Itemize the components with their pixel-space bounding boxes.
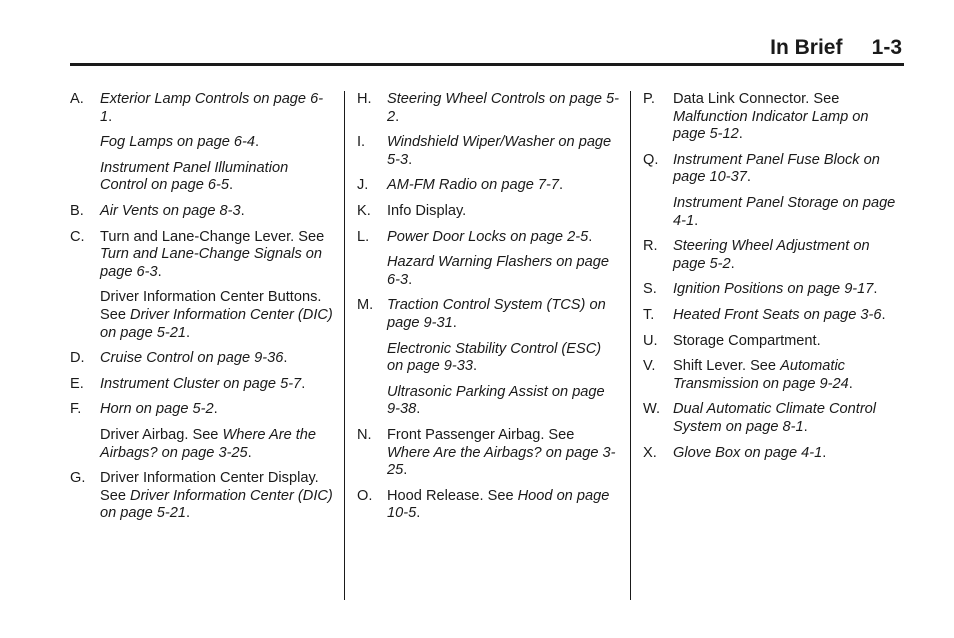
legend-item-letter: P. [643,91,655,107]
legend-text: Turn and Lane-Change Lever. See [100,228,325,245]
column-1 [70,91,335,531]
legend-text: . [229,177,234,194]
legend-item-letter: M. [357,297,374,314]
legend-item-text [673,238,905,273]
legend-item-text [673,333,905,351]
legend-item [70,401,335,419]
legend-item-letter: Q. [643,151,659,168]
legend-item [643,152,905,187]
legend-sub-item [357,341,619,376]
legend-text: . [738,126,743,143]
cross-reference: Steering Wheel Controls on page 5-2 [387,91,620,125]
legend-text: . [452,314,457,331]
cross-reference: Horn on page 5-2 [100,401,214,418]
legend-item-text [100,203,335,221]
legend-text: Shift Lever. See [673,358,781,375]
legend-text: . [803,418,808,435]
column-3 [643,91,905,470]
legend-item [643,358,905,393]
legend-item-letter: V. [643,358,656,375]
legend-item-text [387,177,619,195]
legend-text: . [873,281,878,298]
legend-text: Driver Airbag. See [100,426,223,443]
legend-text: Front Passenger Airbag. See [387,426,575,443]
legend-text: . [247,444,252,461]
legend-text: . [157,263,162,280]
legend-item [643,281,905,299]
legend-item-text [387,341,619,376]
cross-reference: Automatic Transmission on page 9-24 [673,358,849,392]
cross-reference: Exterior Lamp Controls on page 6-1 [100,91,324,125]
page-number: 1-3 [871,36,902,59]
cross-reference: Where Are the Airbags? on page 3-25 [100,426,317,461]
legend-text: Storage Compartment. [673,332,821,349]
legend-text: . [186,505,191,522]
legend-text: Hood Release. See [387,487,518,504]
legend-item-text [387,203,619,221]
legend-item [70,203,335,221]
legend-item [357,91,619,126]
legend-item-text [100,229,335,282]
legend-text: . [881,306,886,323]
column-divider-1 [344,91,345,600]
legend-item-text [673,152,905,187]
legend-item [70,376,335,394]
legend-text: Info Display. [387,202,467,219]
legend-item-letter: L. [357,228,370,245]
legend-item [643,307,905,325]
legend-item [357,203,619,221]
column-divider-2 [630,91,631,600]
legend-item [643,91,905,144]
legend-item [643,333,905,351]
cross-reference: Hood on page 10-5 [387,487,610,522]
legend-text: . [694,212,699,229]
legend-text: . [108,108,113,125]
legend-item-text [100,401,335,419]
legend-sub-item [70,427,335,462]
legend-item-letter: T. [643,306,655,323]
legend-item [357,427,619,480]
legend-item [70,229,335,282]
legend-text: . [408,271,413,288]
cross-reference: Instrument Panel Storage on page 4-1 [673,194,896,229]
legend-item-letter: W. [643,401,661,418]
legend-text: . [822,444,827,461]
legend-text: . [283,350,288,367]
legend-text: . [254,134,260,151]
legend-item-letter: B. [70,202,84,219]
legend-text: . [213,401,218,418]
cross-reference: Windshield Wiper/Washer on page 5-3 [387,134,612,168]
legend-item-letter: S. [643,281,657,298]
legend-text: . [186,324,191,341]
cross-reference: Power Door Locks on page 2-5 [387,228,589,245]
legend-item-text [387,427,619,480]
legend-item-letter: D. [70,350,85,367]
legend-item-letter: F. [70,401,82,418]
legend-item [357,134,619,169]
legend-item-letter: N. [357,426,372,443]
cross-reference: Driver Information Center (DIC) on page 5-21 [100,487,333,522]
legend-item-letter: G. [70,470,86,487]
legend-text: . [558,177,564,194]
legend-item-text [100,376,335,394]
legend-item [643,401,905,436]
legend-item-letter: H. [357,91,372,107]
cross-reference: Malfunction Indicator Lamp on page 5-12 [673,108,869,143]
legend-item-text [673,195,905,230]
cross-reference: Steering Wheel Adjustment on page 5-2 [673,238,870,272]
legend-item-text [673,281,905,299]
legend-item-text [673,91,905,144]
legend-item [70,350,335,368]
legend-item-letter: O. [357,487,373,504]
legend-item-letter: A. [70,91,84,107]
cross-reference: Air Vents on page 8-3 [100,202,241,219]
legend-item-letter: X. [643,444,657,461]
cross-reference: Ignition Positions on page 9-17 [673,281,874,298]
legend-item-text [100,289,335,342]
legend-item [643,445,905,463]
legend-item-text [100,134,335,152]
legend-item-text [100,91,335,126]
cross-reference: AM-FM Radio on page 7-7 [387,177,559,194]
legend-sub-item [70,289,335,342]
legend-item-text [100,160,335,195]
cross-reference: Electronic Stability Control (ESC) on page 9-33 [387,340,602,375]
legend-text: Driver Information Center Display. See [100,470,319,504]
legend-item-text [387,91,619,126]
cross-reference: Heated Front Seats on page 3-6 [673,306,882,323]
section-title: In Brief [770,36,843,59]
legend-sub-item [70,160,335,195]
legend-text: . [588,228,593,245]
legend-text: . [730,255,735,272]
cross-reference: Ultrasonic Parking Assist on page 9-38 [387,383,605,418]
legend-item-text [387,229,619,247]
legend-text: . [408,151,413,168]
legend-item-letter: K. [357,202,371,219]
legend-text: . [848,375,853,392]
legend-item-letter: E. [70,375,84,392]
legend-item-text [387,254,619,289]
legend-text: Driver Information Center Buttons. See [100,289,322,323]
legend-text: . [240,202,245,219]
legend-text: . [395,108,400,125]
legend-item-text [387,384,619,419]
legend-item-text [100,427,335,462]
legend-item [357,297,619,332]
legend-text: . [473,358,478,375]
legend-item-letter: U. [643,332,658,349]
legend-item [357,229,619,247]
legend-item-letter: I. [357,134,366,151]
legend-text: . [301,375,306,392]
cross-reference: Where Are the Airbags? on page 3-25 [387,444,616,479]
legend-text: . [746,169,751,186]
legend-sub-item [643,195,905,230]
legend-item [643,238,905,273]
cross-reference: Dual Automatic Climate Control System on page 8-1 [673,401,877,435]
legend-item-text [673,445,905,463]
legend-sub-item [357,384,619,419]
legend-item [70,91,335,126]
legend-item-text [100,470,335,523]
cross-reference: Fog Lamps on page 6-4 [100,134,255,151]
cross-reference: Turn and Lane-Change Signals on page 6-3 [100,246,323,280]
legend-item [357,177,619,195]
cross-reference: Glove Box on page 4-1 [673,444,823,461]
cross-reference: Hazard Warning Flashers on page 6-3 [387,254,609,288]
legend-item-text [673,307,905,325]
legend-item-letter: C. [70,228,85,245]
legend-text: . [403,462,408,479]
legend-text: . [416,401,421,418]
legend-item-text [673,358,905,393]
legend-sub-item [70,134,335,152]
legend-text: Data Link Connector. See [673,91,840,107]
legend-item-text [387,134,619,169]
legend-sub-item [357,254,619,289]
cross-reference: Cruise Control on page 9-36 [100,350,284,367]
cross-reference: Instrument Cluster on page 5-7 [100,375,302,392]
legend-item-text [100,350,335,368]
header-rule [70,63,904,66]
cross-reference: Instrument Panel Fuse Block on page 10-37 [673,151,880,186]
cross-reference: Driver Information Center (DIC) on page 5-21 [100,306,333,341]
legend-item [70,470,335,523]
legend-item-letter: R. [643,238,658,255]
legend-item-text [387,297,619,332]
legend-item-text [673,401,905,436]
cross-reference: Instrument Panel Illumination Control on page 6-5 [100,159,289,194]
legend-item-letter: J. [357,177,369,194]
cross-reference: Traction Control System (TCS) on page 9-31 [387,297,606,331]
legend-text: . [416,505,421,522]
page-header [770,36,902,60]
legend-item [357,488,619,523]
legend-item-text [387,488,619,523]
column-2 [357,91,619,531]
